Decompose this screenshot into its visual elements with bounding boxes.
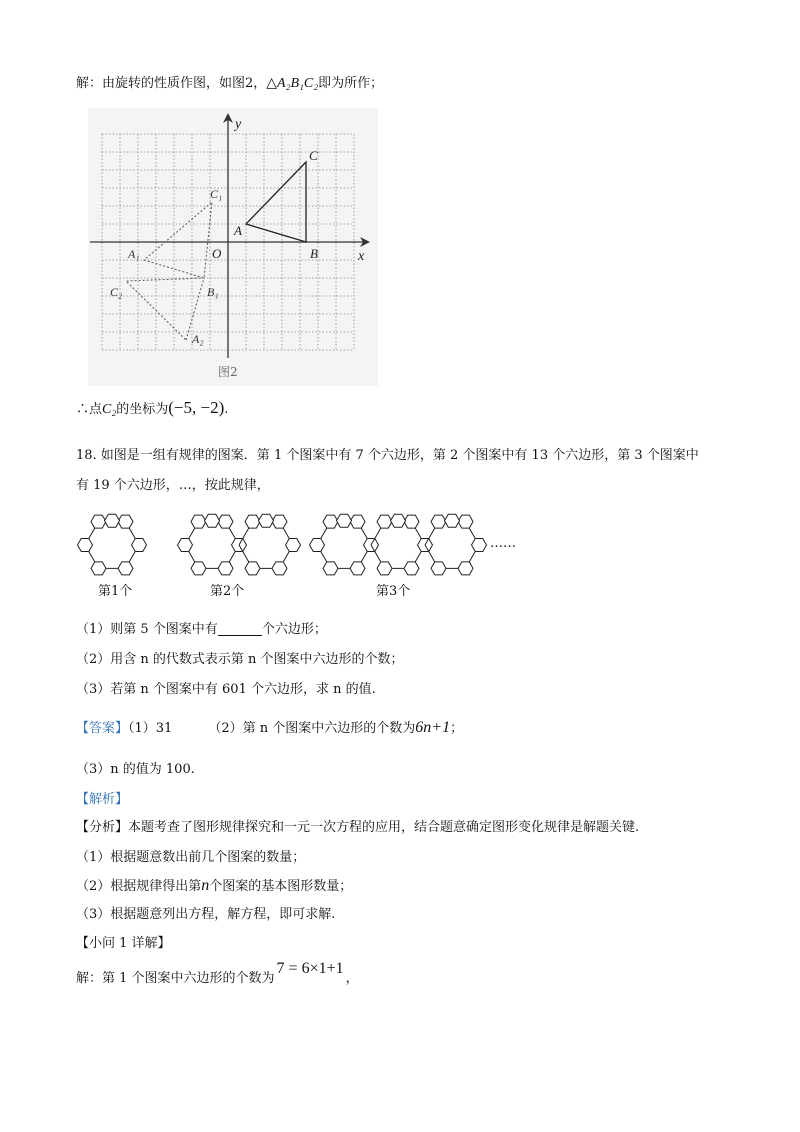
answer-part2-text: （2）第 n 个图案中六边形的个数为 <box>208 721 416 736</box>
small-hexagon <box>458 562 473 575</box>
label-a1: A₁ <box>128 247 140 261</box>
answer-part3: （3）n 的值为 100. <box>76 762 195 777</box>
label-a2: A₂ <box>192 332 204 346</box>
step2-text-a: （2）根据规律得出第 <box>76 879 202 894</box>
small-hexagon <box>458 515 473 528</box>
analysis-step2 <box>76 876 352 897</box>
small-hexagon <box>205 514 220 527</box>
small-hexagon <box>105 514 120 527</box>
small-hexagon <box>218 562 233 575</box>
small-hexagon <box>272 515 287 528</box>
detail-line <box>76 960 359 989</box>
small-hexagon <box>404 515 419 528</box>
label-axis-x: x <box>358 249 365 264</box>
figure-caption: 图2 <box>218 365 238 379</box>
small-hexagon <box>431 515 446 528</box>
q18-sub1 <box>76 620 327 640</box>
pattern-label-1: 第1个 <box>98 584 133 599</box>
conclusion-middle: 的坐标为 <box>116 402 169 417</box>
analysis-step3: （3）根据题意列出方程，解方程，即可求解. <box>76 907 336 922</box>
label-c: C <box>309 148 318 163</box>
small-hexagon <box>259 514 274 527</box>
intro-suffix: 即为所作； <box>318 76 384 91</box>
small-hexagon <box>118 515 133 528</box>
q18-sub2: （2）用含 n 的代数式表示第 n 个图案中六边形的个数； <box>76 652 404 667</box>
detail-heading: 【小问 1 详解】 <box>76 936 171 951</box>
label-c2: C₂ <box>110 285 123 299</box>
conclusion-end: . <box>224 402 229 417</box>
q18-line2: 有 19 个六边形，…，按此规律， <box>76 478 270 493</box>
small-hexagon <box>350 562 365 575</box>
answer-blank <box>218 621 262 636</box>
small-hexagon <box>132 539 147 552</box>
label-b: B <box>310 246 318 261</box>
small-hexagon <box>377 515 392 528</box>
solution-intro <box>76 74 383 94</box>
detail-text: 解：第 1 个图案中六边形的个数为 <box>76 971 275 986</box>
small-hexagon <box>178 539 193 552</box>
small-hexagon <box>272 562 287 575</box>
conclusion-prefix: ∴点 <box>76 402 103 417</box>
answer-line <box>76 718 463 739</box>
small-hexagon <box>472 539 487 552</box>
detail-end: ， <box>345 971 359 986</box>
conclusion <box>76 398 228 420</box>
small-hexagon <box>118 562 133 575</box>
pattern-ellipsis: …… <box>490 536 516 551</box>
answer-part1: （1）31 <box>128 721 173 736</box>
small-hexagon <box>218 515 233 528</box>
analysis-tag: 【解析】 <box>76 792 129 807</box>
small-hexagon <box>391 514 406 527</box>
answer-part2-expr: 6n+1 <box>415 719 451 736</box>
small-hexagon <box>445 514 460 527</box>
label-a: A <box>234 223 242 238</box>
label-axis-y: y <box>235 117 242 132</box>
small-hexagon <box>350 515 365 528</box>
label-c1: C₁ <box>210 187 223 201</box>
small-hexagon <box>310 539 325 552</box>
hexagon-pattern-figure <box>76 505 546 605</box>
analysis-summary: 【分析】本题考查了图形规律探究和一元一次方程的应用，结合题意确定图形变化规律是解题关键. <box>76 820 640 835</box>
sub1-text-a: （1）则第 5 个图案中有 <box>76 622 218 637</box>
step2-variable: n <box>201 877 210 894</box>
q18-line1: 18. 如图是一组有规律的图案．第 1 个图案中有 7 个六边形，第 2 个图案中有 13 个六边形，第 3 个图案中 <box>76 448 699 463</box>
conclusion-coords: (−5, −2) <box>168 398 225 417</box>
small-hexagon <box>191 515 206 528</box>
coordinate-figure <box>88 108 378 386</box>
step2-text-b: 个图案的基本图形数量； <box>209 879 353 894</box>
pattern-label-2: 第2个 <box>210 584 245 599</box>
small-hexagon <box>245 515 260 528</box>
small-hexagon <box>337 514 352 527</box>
hexagon-layer <box>78 514 487 575</box>
pattern-label-3: 第3个 <box>376 584 411 599</box>
small-hexagon <box>191 562 206 575</box>
small-hexagon <box>245 562 260 575</box>
conclusion-point: C₂ <box>102 402 117 417</box>
answer-tag: 【答案】 <box>76 721 129 736</box>
small-hexagon <box>78 539 93 552</box>
small-hexagon <box>91 515 106 528</box>
q18-sub3: （3）若第 n 个图案中有 601 个六边形，求 n 的值. <box>76 682 376 697</box>
small-hexagon <box>323 515 338 528</box>
sub1-text-b: 个六边形； <box>261 622 327 637</box>
detail-expr: 7 = 6×1+1 <box>276 960 344 977</box>
intro-prefix: 解：由旋转的性质作图，如图2， <box>76 76 267 91</box>
small-hexagon <box>286 539 301 552</box>
label-origin: O <box>212 246 222 261</box>
small-hexagon <box>323 562 338 575</box>
analysis-step1: （1）根据题意数出前几个图案的数量； <box>76 850 306 865</box>
label-b1: B₁ <box>207 285 219 299</box>
small-hexagon <box>431 562 446 575</box>
answer-part2-end: ； <box>450 721 464 736</box>
small-hexagon <box>91 562 106 575</box>
triangle-notation: △A₂B₁C₂ <box>266 76 319 91</box>
small-hexagon <box>404 562 419 575</box>
small-hexagon <box>377 562 392 575</box>
